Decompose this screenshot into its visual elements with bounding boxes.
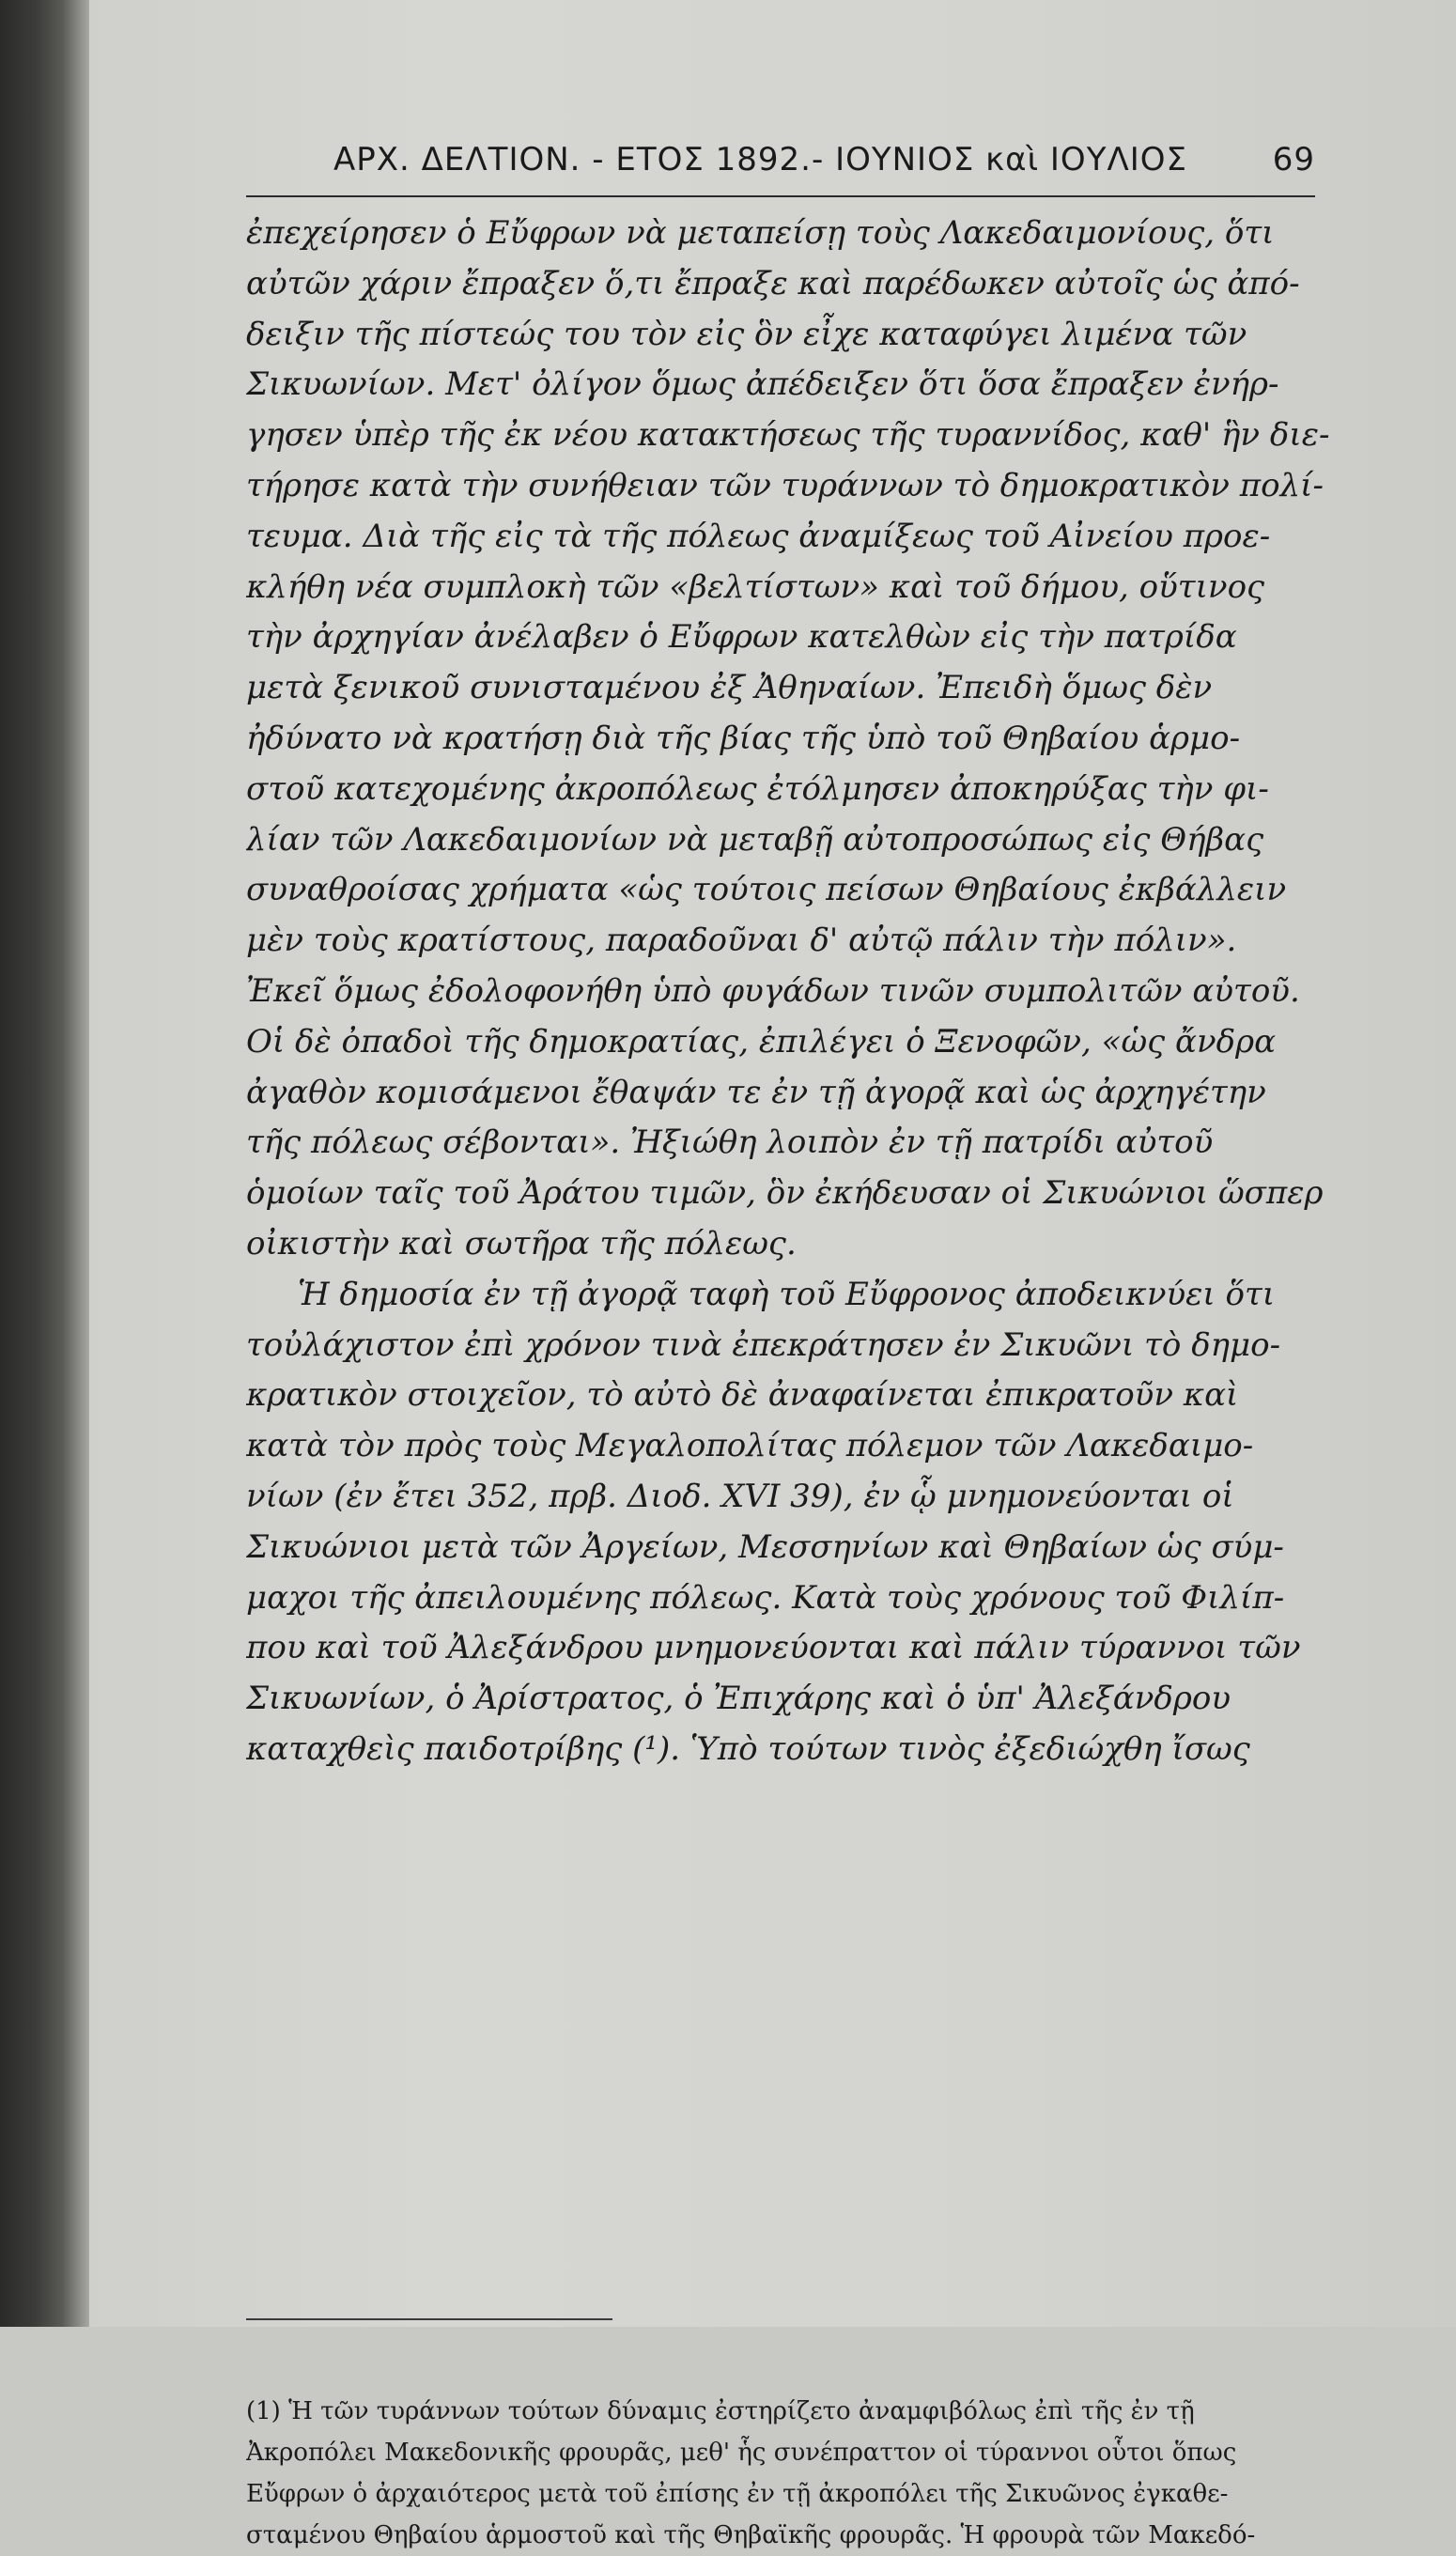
text-line: δειξιν τῆς πίστεώς του τὸν εἰς ὃν εἶχε καταφύγει λιμένα τῶν — [246, 315, 1247, 353]
text-line: Σικυωνίων. Μετ' ὀλίγον ὅμως ἀπέδειξεν ὅτι ὅσα ἔπραξεν ἐνήρ- — [246, 365, 1279, 404]
text-line: Ἐκεῖ ὅμως ἐδολοφονήθη ὑπὸ φυγάδων τινῶν συμπολιτῶν αὐτοῦ. — [246, 971, 1300, 1010]
footnote-rule — [246, 2318, 612, 2320]
text-line: τευμα. Διὰ τῆς εἰς τὰ τῆς πόλεως ἀναμίξεως τοῦ Αἰνείου προε- — [246, 517, 1271, 555]
text-line: κρατικὸν στοιχεῖον, τὸ αὐτὸ δὲ ἀναφαίνεται ἐπικρατοῦν καὶ — [246, 1376, 1239, 1415]
text-line: τοὐλάχιστον ἐπὶ χρόνον τινὰ ἐπεκράτησεν ἐν Σικυῶνι τὸ δημο- — [246, 1325, 1281, 1364]
text-line: τὴν ἀρχηγίαν ἀνέλαβεν ὁ Εὔφρων κατελθὼν εἰς τὴν πατρίδα — [246, 618, 1237, 657]
footnote-line: (1) Ἡ τῶν τυράννων τούτων δύναμις ἐστηρίζετο ἀναμφιβόλως ἐπὶ τῆς ἐν τῇ — [246, 2397, 1195, 2425]
text-line: τῆς πόλεως σέβονται». Ἠξιώθη λοιπὸν ἐν τῇ πατρίδι αὐτοῦ — [246, 1123, 1214, 1162]
header-title: ΑΡΧ. ΔΕΛΤΙΟΝ. - ΕΤΟΣ 1892.- ΙΟΥΝΙΟΣ καὶ ΙΟΥΛΙΟΣ — [333, 141, 1187, 178]
text-line: που καὶ τοῦ Ἀλεξάνδρου μνημονεύονται καὶ πάλιν τύραννοι τῶν — [246, 1629, 1301, 1667]
text-line: γησεν ὑπὲρ τῆς ἐκ νέου κατακτήσεως τῆς τυραννίδος, καθ' ἣν διε- — [246, 416, 1330, 455]
text-line: ὁμοίων ταῖς τοῦ Ἀράτου τιμῶν, ὃν ἐκήδευσαν οἱ Σικυώνιοι ὥσπερ — [246, 1174, 1324, 1213]
header-rule — [246, 195, 1315, 197]
footnotes — [246, 2391, 1345, 2556]
text-line: μὲν τοὺς κρατίστους, παραδοῦναι δ' αὐτῷ πάλιν τὴν πόλιν». — [246, 922, 1237, 960]
text-line: Σικυωνίων, ὁ Ἀρίστρατος, ὁ Ἐπιχάρης καὶ ὁ ὑπ' Ἀλεξάνδρου — [246, 1680, 1231, 1718]
text-line: ἀγαθὸν κομισάμενοι ἔθαψάν τε ἐν τῇ ἀγορᾷ καὶ ὡς ἀρχηγέτην — [246, 1073, 1266, 1111]
body-text — [246, 209, 1336, 1775]
text-line: τήρησε κατὰ τὴν συνήθειαν τῶν τυράννων τὸ δημοκρατικὸν πολί- — [246, 466, 1324, 504]
text-line: ἐπεχείρησεν ὁ Εὔφρων νὰ μεταπείσῃ τοὺς Λακεδαιμονίους, ὅτι — [246, 214, 1275, 252]
text-line: λίαν τῶν Λακεδαιμονίων νὰ μεταβῇ αὐτοπροσώπως εἰς Θήβας — [246, 820, 1264, 859]
footnote-line: Ἀκροπόλει Μακεδονικῆς φρουρᾶς, μεθ' ἧς συνέπραττον οἱ τύραννοι οὗτοι ὅπως — [246, 2439, 1237, 2467]
text-line: Οἱ δὲ ὀπαδοὶ τῆς δημοκρατίας, ἐπιλέγει ὁ Ξενοφῶν, «ὡς ἄνδρα — [246, 1022, 1277, 1061]
text-line: οἰκιστὴν καὶ σωτῆρα τῆς πόλεως. — [246, 1224, 797, 1263]
text-line: μετὰ ξενικοῦ συνισταμένου ἐξ Ἀθηναίων. Ἐπειδὴ ὅμως δὲν — [246, 669, 1213, 707]
footnote-line: Εὔφρων ὁ ἀρχαιότερος μετὰ τοῦ ἐπίσης ἐν τῇ ἀκροπόλει τῆς Σικυῶνος ἐγκαθε- — [246, 2480, 1229, 2508]
paragraph-start-line: Ἡ δημοσία ἐν τῇ ἀγορᾷ ταφὴ τοῦ Εὔφρονος ἀποδεικνύει ὅτι — [298, 1275, 1276, 1313]
running-header — [333, 141, 1315, 184]
footnote-line: σταμένου Θηβαίου ἁρμοστοῦ καὶ τῆς Θηβαϊκῆς φρουρᾶς. Ἡ φρουρὰ τῶν Μακεδό- — [246, 2521, 1256, 2549]
text-line: νίων (ἐν ἔτει 352, πρβ. Διοδ. XVI 39), ἐν ᾧ μνημονεύονται οἱ — [246, 1477, 1234, 1515]
text-line: ἠδύνατο νὰ κρατήσῃ διὰ τῆς βίας τῆς ὑπὸ τοῦ Θηβαίου ἁρμο- — [246, 719, 1241, 757]
book-gutter-shadow — [0, 0, 89, 2327]
text-line: αὐτῶν χάριν ἔπραξεν ὅ,τι ἔπραξε καὶ παρέδωκεν αὐτοῖς ὡς ἀπό- — [246, 264, 1300, 302]
text-line: Σικυώνιοι μετὰ τῶν Ἀργείων, Μεσσηνίων καὶ Θηβαίων ὡς σύμ- — [246, 1527, 1284, 1566]
text-line: μαχοι τῆς ἀπειλουμένης πόλεως. Κατὰ τοὺς χρόνους τοῦ Φιλίπ- — [246, 1578, 1285, 1617]
text-line: κλήθη νέα συμπλοκὴ τῶν «βελτίστων» καὶ τοῦ δήμου, οὕτινος — [246, 567, 1265, 606]
text-line: συναθροίσας χρήματα «ὡς τούτοις πείσων Θηβαίους ἐκβάλλειν — [246, 871, 1287, 909]
text-line: στοῦ κατεχομένης ἀκροπόλεως ἐτόλμησεν ἀποκηρύξας τὴν φι- — [246, 769, 1269, 808]
text-line: καταχθεὶς παιδοτρίβης (¹). Ὑπὸ τούτων τινὸς ἐξεδιώχθη ἴσως — [246, 1729, 1250, 1768]
text-line: κατὰ τὸν πρὸς τοὺς Μεγαλοπολίτας πόλεμον τῶν Λακεδαιμο- — [246, 1427, 1254, 1465]
page-number: 69 — [1272, 141, 1315, 178]
